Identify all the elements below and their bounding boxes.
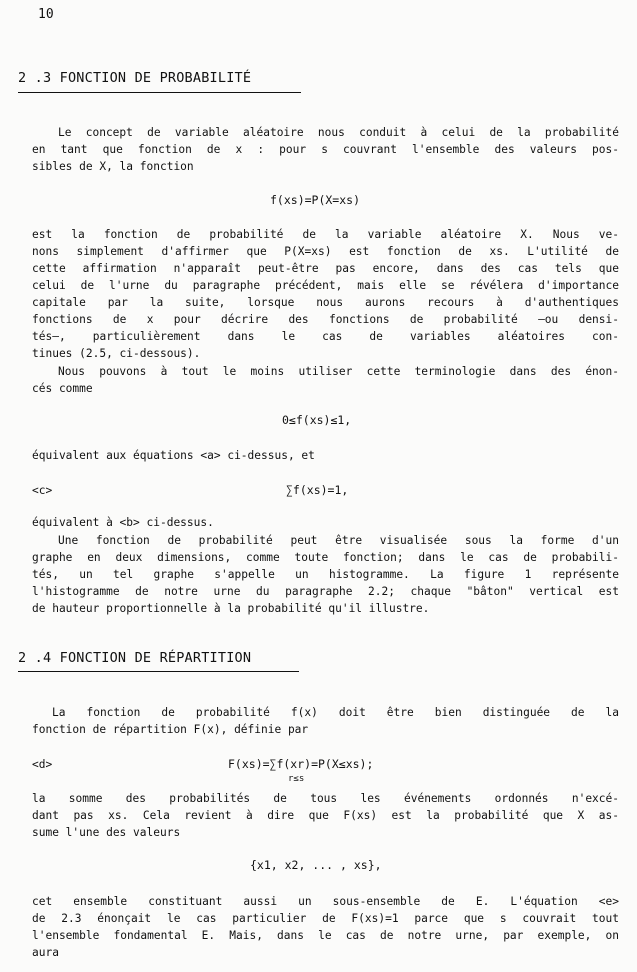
text-line: équivalent à <b> ci-dessus. xyxy=(32,516,214,529)
formula-cdf: F(xs)=∑f(xr)=P(X≤xs); xyxy=(228,757,374,771)
text-line: tés, un tel graphe s'appelle un histogramme. La figure 1 représente xyxy=(32,568,619,581)
text-line: la somme des probabilités de tous les événements ordonnés n'excé- xyxy=(32,792,619,805)
text-line: cés comme xyxy=(32,382,93,395)
text-line: Une fonction de probabilité peut être visualisée sous la forme d'un xyxy=(58,534,619,547)
paragraph-intro-2-4 xyxy=(32,704,619,738)
text-line: nons simplement d'affirmer que P(X=xs) est fonction de xs. L'utilité de xyxy=(32,245,619,258)
text-line: aura xyxy=(32,946,59,959)
text-line: graphe en deux dimensions, comme toute fonction; dans le cas de probabili- xyxy=(32,551,619,564)
text-line: est la fonction de probabilité de la variable aléatoire X. Nous ve- xyxy=(32,228,619,241)
paragraph-intro-2-3 xyxy=(32,124,619,175)
text-line: sume l'une des valeurs xyxy=(32,826,181,839)
text-line: dant pas xs. Cela revient à dire que F(xs) est la probabilité que X as- xyxy=(32,809,619,822)
text-line: de 2.3 énonçait le cas particulier de F(xs)=1 parce que s couvrait tout xyxy=(32,912,619,925)
formula-sum: ∑f(xs)=1, xyxy=(286,483,349,497)
text-line: l'histogramme de notre urne du paragraphe 2.2; chaque "bâton" vertical est xyxy=(32,585,619,598)
section-rule-2-3 xyxy=(18,92,301,93)
text-line: tés—, particulièrement dans le cas de variables aléatoires con- xyxy=(32,330,619,343)
text-line: tinues (2.5, ci-dessous). xyxy=(32,347,201,360)
text-line: celui de l'urne du paragraphe précédent, mais elle se révélera d'importance xyxy=(32,279,619,292)
text-line: fonction de répartition F(x), définie par xyxy=(32,723,309,736)
paragraph-terminology xyxy=(32,363,619,397)
text-line: cette affirmation n'apparaît peut-être pas encore, dans des cas tels que xyxy=(32,262,619,275)
text-line: fonctions de x pour décrire des fonctions de probabilité —ou densi- xyxy=(32,313,619,326)
page-number: 10 xyxy=(38,7,54,22)
section-title-2-4: 2 .4 FONCTION DE RÉPARTITION xyxy=(18,650,252,666)
formula-inequality: 0≤f(xs)≤1, xyxy=(282,413,352,427)
text-line: l'ensemble fondamental E. Mais, dans le cas de notre urne, par exemple, on xyxy=(32,929,619,942)
formula-cdf-subscript: r≤s xyxy=(288,774,305,784)
equation-label-c: <c> xyxy=(32,484,53,497)
paragraph-definition xyxy=(32,226,619,362)
text-line: de hauteur proportionnelle à la probabilité qu'il illustre. xyxy=(32,602,430,615)
text-line: Nous pouvons à tout le moins utiliser cette terminologie dans des énon- xyxy=(58,365,619,378)
paragraph-cdf-meaning xyxy=(32,790,619,841)
text-line: en tant que fonction de x : pour s couvrant l'ensemble des valeurs pos- xyxy=(32,143,619,156)
text-line: capitale par la suite, lorsque nous aurons recours à d'authentiques xyxy=(32,296,619,309)
text-line: Le concept de variable aléatoire nous conduit à celui de la probabilité xyxy=(58,126,619,139)
text-line: sibles de X, la fonction xyxy=(32,160,194,173)
text-line: La fonction de probabilité f(x) doit être bien distinguée de la xyxy=(52,706,619,719)
text-line: équivalent aux équations <a> ci-dessus, et xyxy=(32,449,315,462)
text-line: cet ensemble constituant aussi un sous-ensemble de E. L'équation <e> xyxy=(32,895,619,908)
formula-value-set: {x1, x2, ... , xs}, xyxy=(250,858,382,872)
paragraph-histogram xyxy=(32,532,619,617)
section-rule-2-4 xyxy=(18,671,299,672)
section-title-2-3: 2 .3 FONCTION DE PROBABILITÉ xyxy=(18,70,252,86)
formula-probability-function: f(xs)=P(X=xs) xyxy=(270,193,361,207)
paragraph-subset xyxy=(32,893,619,961)
equation-label-d: <d> xyxy=(32,758,53,771)
